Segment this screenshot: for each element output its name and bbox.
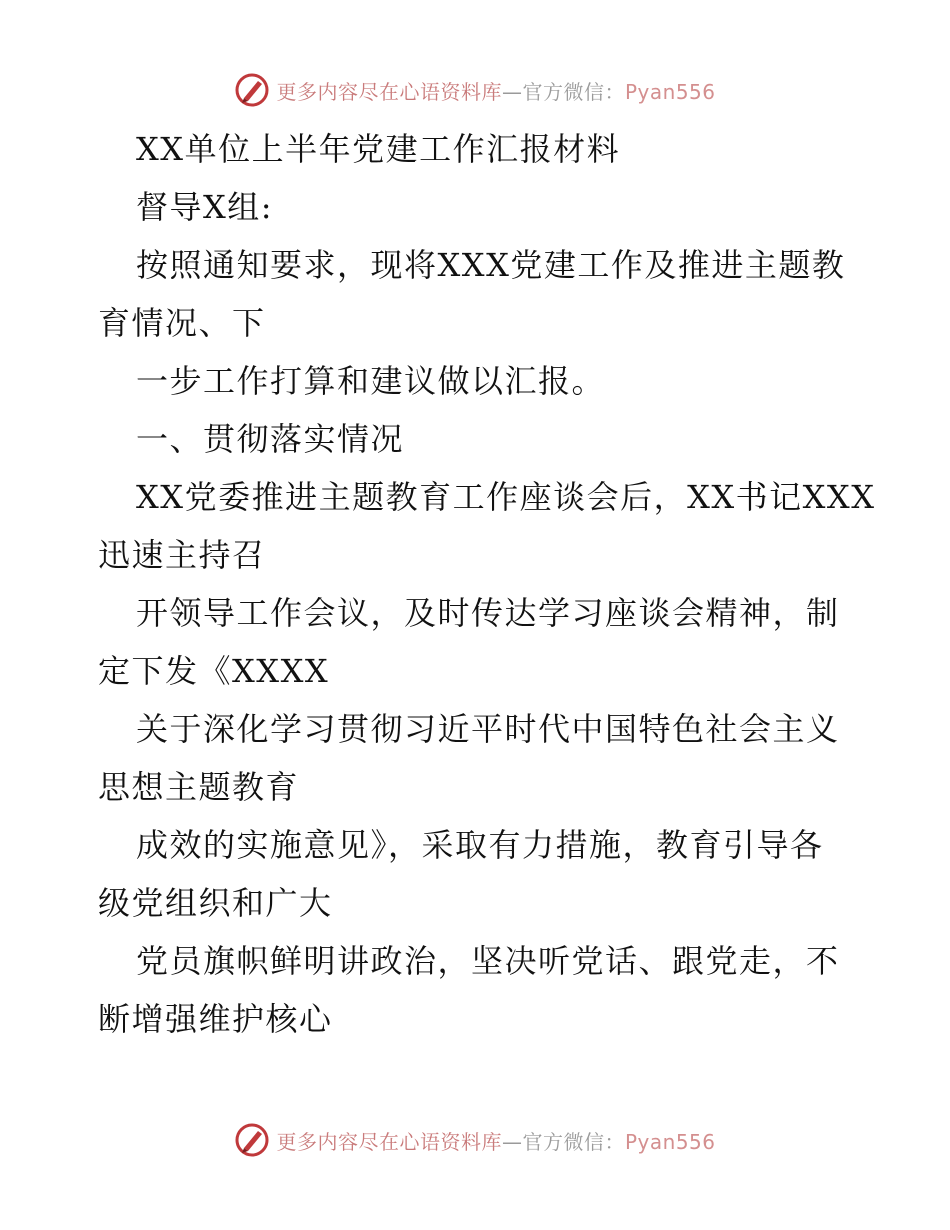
body-line: 按照通知要求，现将XXX党建工作及推进主题教 bbox=[136, 246, 846, 284]
watermark-main: 更多内容尽在心语资料库 bbox=[276, 1129, 502, 1154]
watermark-contact-label: 官方微信： bbox=[522, 1129, 625, 1154]
body-line: 关于深化学习贯彻习近平时代中国特色社会主义 bbox=[136, 710, 840, 748]
body-line: 级党组织和广大 bbox=[98, 884, 333, 922]
footer-watermark bbox=[0, 1120, 950, 1160]
document-body bbox=[98, 120, 876, 1048]
body-line: XX单位上半年党建工作汇报材料 bbox=[136, 130, 621, 168]
body-line: 定下发《XXXX bbox=[98, 652, 330, 690]
watermark-dash: — bbox=[501, 1129, 523, 1154]
watermark-main: 更多内容尽在心语资料库 bbox=[276, 79, 502, 104]
watermark-text bbox=[276, 76, 715, 105]
body-line: 党员旗帜鲜明讲政治，坚决听党话、跟党走，不 bbox=[136, 942, 840, 980]
body-line: 迅速主持召 bbox=[98, 536, 266, 574]
body-line: XX党委推进主题教育工作座谈会后，XX书记XXX bbox=[136, 478, 876, 516]
body-line: 成效的实施意见》，采取有力措施，教育引导各 bbox=[136, 826, 824, 864]
body-line: 断增强维护核心 bbox=[98, 1000, 333, 1038]
body-line: 督导X组: bbox=[136, 188, 274, 226]
body-line: 思想主题教育 bbox=[98, 768, 300, 806]
body-line: 一、贯彻落实情况 bbox=[136, 420, 405, 458]
watermark-contact-id: Pyan556 bbox=[624, 79, 716, 104]
header-watermark bbox=[0, 70, 950, 110]
body-line: 育情况、下 bbox=[98, 304, 266, 342]
body-line: 一步工作打算和建议做以汇报。 bbox=[136, 362, 606, 400]
watermark-dash: — bbox=[501, 79, 523, 104]
watermark-contact-label: 官方微信： bbox=[522, 79, 625, 104]
pen-seal-icon bbox=[234, 72, 270, 108]
body-line: 开领导工作会议，及时传达学习座谈会精神，制 bbox=[136, 594, 840, 632]
watermark-contact-id: Pyan556 bbox=[624, 1129, 716, 1154]
pen-seal-icon bbox=[234, 1122, 270, 1158]
watermark-text bbox=[276, 1126, 715, 1155]
